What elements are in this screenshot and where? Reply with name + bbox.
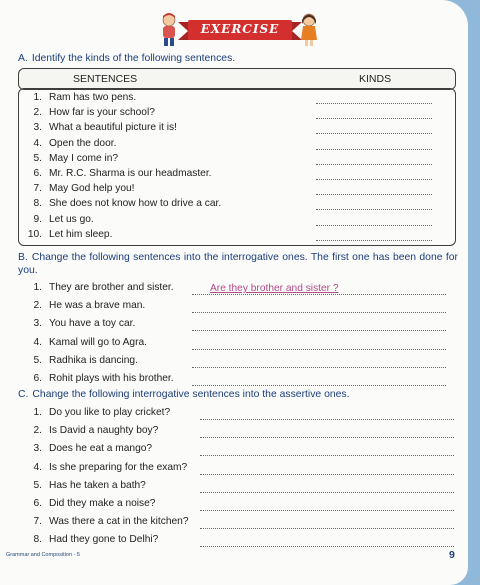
item-sentence: Kamal will go to Agra. — [49, 336, 147, 348]
item-number: 7. — [33, 516, 42, 528]
item-sentence: Did they make a noise? — [49, 498, 156, 509]
item-number: 1. — [33, 282, 42, 293]
item-number: 2. — [33, 107, 42, 119]
exercise-title: EXERCISE — [200, 22, 280, 36]
answer-line[interactable] — [200, 546, 454, 547]
answer-line[interactable] — [316, 133, 432, 134]
item-sentence: Open the door. — [49, 137, 117, 149]
answer-line[interactable] — [316, 103, 432, 104]
list-item — [22, 92, 136, 103]
answer-line[interactable] — [192, 367, 446, 368]
item-sentence: Has he taken a bath? — [49, 479, 146, 491]
item-number: 5. — [33, 479, 42, 491]
item-sentence: Was there a cat in the kitchen? — [49, 516, 189, 528]
answer-line[interactable] — [316, 118, 432, 119]
item-sentence: He was a brave man. — [49, 300, 146, 312]
list-item — [22, 183, 135, 194]
list-item — [22, 153, 118, 164]
item-sentence: Ram has two pens. — [49, 92, 137, 103]
section-b-instruction: B. Change the following sentences into the interrogative ones. The first one has been done for you. — [18, 252, 458, 276]
column-header-kinds: KINDS — [359, 73, 392, 85]
item-sentence: May I come in? — [49, 152, 119, 164]
list-item — [22, 337, 147, 348]
answer-line[interactable] — [316, 225, 432, 226]
item-sentence: What a beautiful picture it is! — [49, 122, 177, 134]
item-sentence: How far is your school? — [49, 107, 155, 119]
item-number: 6. — [33, 498, 42, 509]
item-sentence: Rohit plays with his brother. — [49, 373, 174, 384]
item-sentence: Mr. R.C. Sharma is our headmaster. — [49, 168, 212, 179]
answer-line[interactable] — [192, 294, 446, 295]
list-item — [22, 498, 155, 509]
answer-line[interactable] — [200, 492, 454, 493]
list-item — [22, 534, 158, 545]
answer-line[interactable] — [316, 209, 432, 210]
item-number: 4. — [33, 336, 42, 348]
answer-line[interactable] — [200, 437, 454, 438]
item-number: 5. — [33, 354, 42, 366]
list-item — [22, 282, 174, 293]
answer-line[interactable] — [200, 510, 454, 511]
list-item — [22, 229, 112, 240]
exercise-banner — [178, 18, 302, 44]
item-sentence: Let us go. — [49, 213, 94, 225]
item-number: 4. — [33, 137, 42, 149]
item-sentence: Is she preparing for the exam? — [49, 461, 188, 473]
item-number: 1. — [33, 407, 42, 418]
list-item — [22, 462, 187, 473]
table-header — [18, 68, 456, 90]
list-item — [22, 407, 170, 418]
column-header-sentences: SENTENCES — [73, 73, 138, 85]
section-a-instruction: A. Identify the kinds of the following sentences. — [18, 53, 236, 64]
book-title-footer: Grammar and Composition - 5 — [6, 552, 80, 558]
answer-line[interactable] — [200, 474, 454, 475]
item-sentence: They are brother and sister. — [49, 282, 174, 293]
girl-cartoon-icon — [298, 12, 320, 48]
boy-cartoon-icon — [158, 12, 180, 48]
section-c-instruction: C. Change the following interrogative sentences into the assertive ones. — [18, 389, 350, 400]
item-number: 2. — [33, 300, 42, 312]
answer-line[interactable] — [316, 194, 432, 195]
item-sentence: Had they gone to Delhi? — [49, 534, 159, 546]
list-item — [22, 425, 158, 436]
list-item — [22, 516, 189, 527]
item-number: 6. — [33, 168, 42, 179]
item-number: 8. — [33, 198, 42, 210]
answer-line[interactable] — [192, 330, 446, 331]
list-item — [22, 107, 155, 118]
item-sentence: She does not know how to drive a car. — [49, 198, 222, 210]
answer-line[interactable] — [192, 385, 446, 386]
item-sentence: Let him sleep. — [49, 228, 113, 240]
answer-line[interactable] — [200, 528, 454, 529]
example-answer: Are they brother and sister ? — [210, 283, 339, 294]
answer-line[interactable] — [316, 240, 432, 241]
list-item — [22, 355, 138, 366]
item-number: 7. — [33, 183, 42, 195]
list-item — [22, 318, 135, 329]
item-sentence: Radhika is dancing. — [49, 354, 138, 366]
item-sentence: Does he eat a mango? — [49, 443, 153, 455]
item-number: 1. — [33, 92, 42, 103]
list-item — [22, 300, 145, 311]
item-number: 3. — [33, 122, 42, 134]
list-item — [22, 373, 174, 384]
list-item — [22, 480, 146, 491]
item-number: 4. — [33, 461, 42, 473]
item-number: 2. — [33, 425, 42, 437]
item-number: 9. — [33, 213, 42, 225]
list-item — [22, 122, 177, 133]
item-sentence: You have a toy car. — [49, 318, 136, 330]
answer-line[interactable] — [316, 164, 432, 165]
item-number: 3. — [33, 318, 42, 330]
list-item — [22, 214, 94, 225]
answer-line[interactable] — [200, 419, 454, 420]
answer-line[interactable] — [192, 312, 446, 313]
item-sentence: May God help you! — [49, 183, 135, 195]
item-number: 10. — [27, 228, 42, 240]
page-number: 9 — [449, 549, 455, 561]
item-sentence: Is David a naughty boy? — [49, 425, 159, 437]
answer-line[interactable] — [316, 179, 432, 180]
item-number: 3. — [33, 443, 42, 455]
answer-line[interactable] — [192, 349, 446, 350]
item-number: 5. — [33, 152, 42, 164]
list-item — [22, 138, 116, 149]
answer-line[interactable] — [316, 149, 432, 150]
answer-line[interactable] — [200, 455, 454, 456]
list-item — [22, 443, 152, 454]
list-item — [22, 198, 221, 209]
list-item — [22, 168, 212, 179]
item-number: 6. — [33, 373, 42, 384]
item-sentence: Do you like to play cricket? — [49, 407, 171, 418]
item-number: 8. — [33, 534, 42, 546]
